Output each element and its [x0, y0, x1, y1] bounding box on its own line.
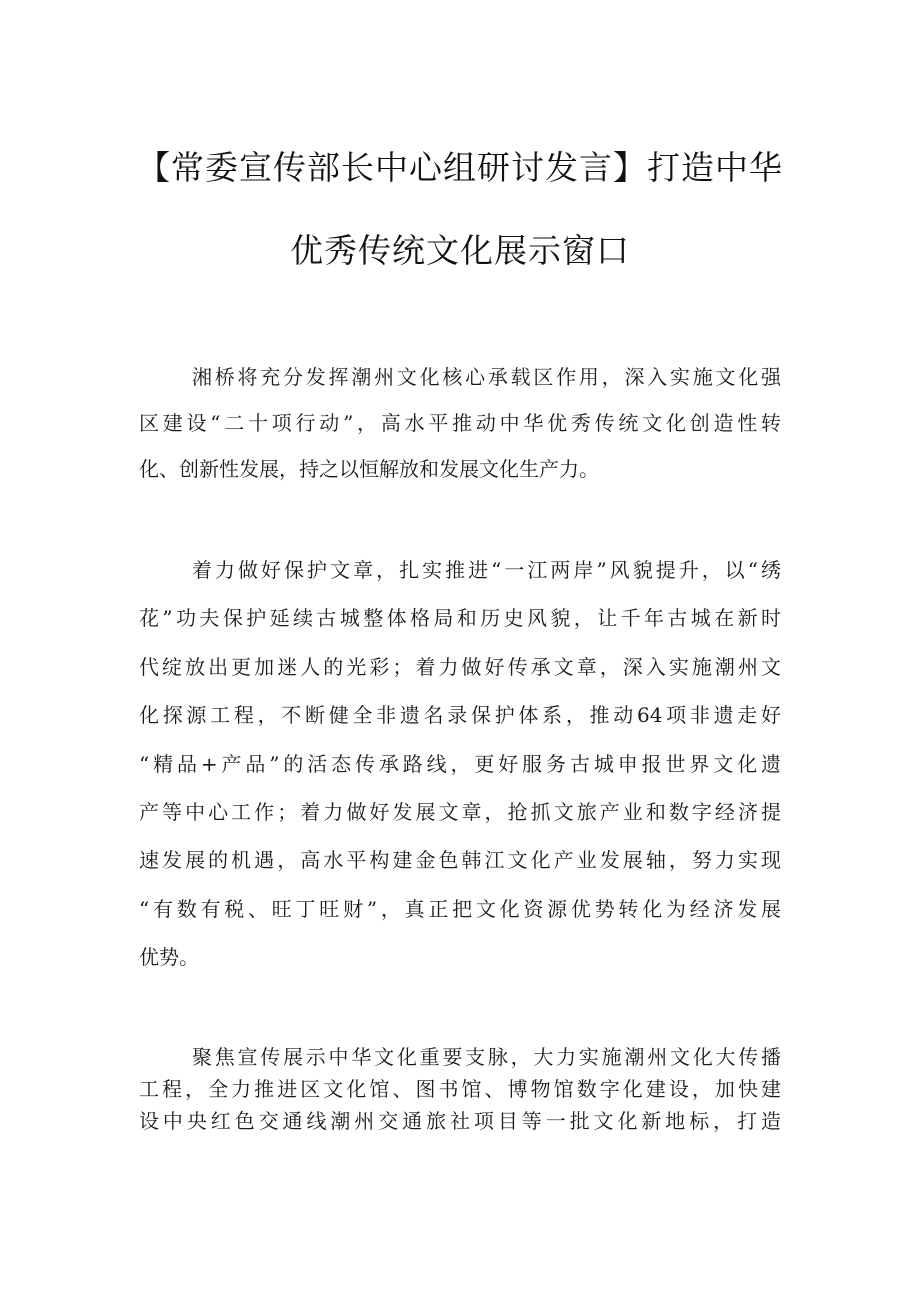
paragraph-3 — [139, 1045, 781, 1141]
document-title-line-1: 【常委宣传部长中心组研讨发言】打造中华 — [137, 148, 783, 187]
paragraph-line: 湘桥将充分发挥潮州文化核心承载区作用，深入实施文化强 — [192, 365, 781, 389]
paragraph-line: 化、创新性发展，持之以恒解放和发展文化生产力。 — [139, 457, 599, 481]
paragraph-line: 优势。 — [139, 945, 199, 970]
paragraph-line: 花”功夫保护延续古城整体格局和历史风貌，让千年古城在新时 — [139, 606, 781, 631]
document-title-line-2: 优秀传统文化展示窗口 — [290, 231, 630, 270]
paragraph-line: 代绽放出更加迷人的光彩；着力做好传承文章，深入实施潮州文 — [139, 654, 781, 679]
paragraph-2 — [139, 558, 781, 994]
paragraph-line: 聚焦宣传展示中华文化重要支脉，大力实施潮州文化大传播 — [192, 1045, 781, 1069]
paragraph-line: 着力做好保护文章，扎实推进“一江两岸”风貌提升，以“绣 — [192, 558, 781, 582]
paragraph-line: 化探源工程，不断健全非遗名录保护体系，推动64项非遗走好 — [139, 703, 781, 728]
paragraph-line: 设中央红色交通线潮州交通旅社项目等一批文化新地标，打造 — [139, 1109, 781, 1133]
paragraph-line: “有数有税、旺丁旺财”，真正把文化资源优势转化为经济发展 — [139, 896, 781, 921]
paragraph-line: 区建设“二十项行动”，高水平推动中华优秀传统文化创造性转 — [139, 411, 781, 435]
paragraph-1 — [139, 365, 781, 503]
paragraph-line: 产等中心工作；着力做好发展文章，抢抓文旅产业和数字经济提 — [139, 799, 781, 824]
paragraph-line: “精品+产品”的活态传承路线，更好服务古城申报世界文化遗 — [139, 751, 781, 776]
paragraph-line: 工程，全力推进区文化馆、图书馆、博物馆数字化建设，加快建 — [139, 1077, 781, 1101]
paragraph-line: 速发展的机遇，高水平构建金色韩江文化产业发展轴，努力实现 — [139, 848, 781, 873]
